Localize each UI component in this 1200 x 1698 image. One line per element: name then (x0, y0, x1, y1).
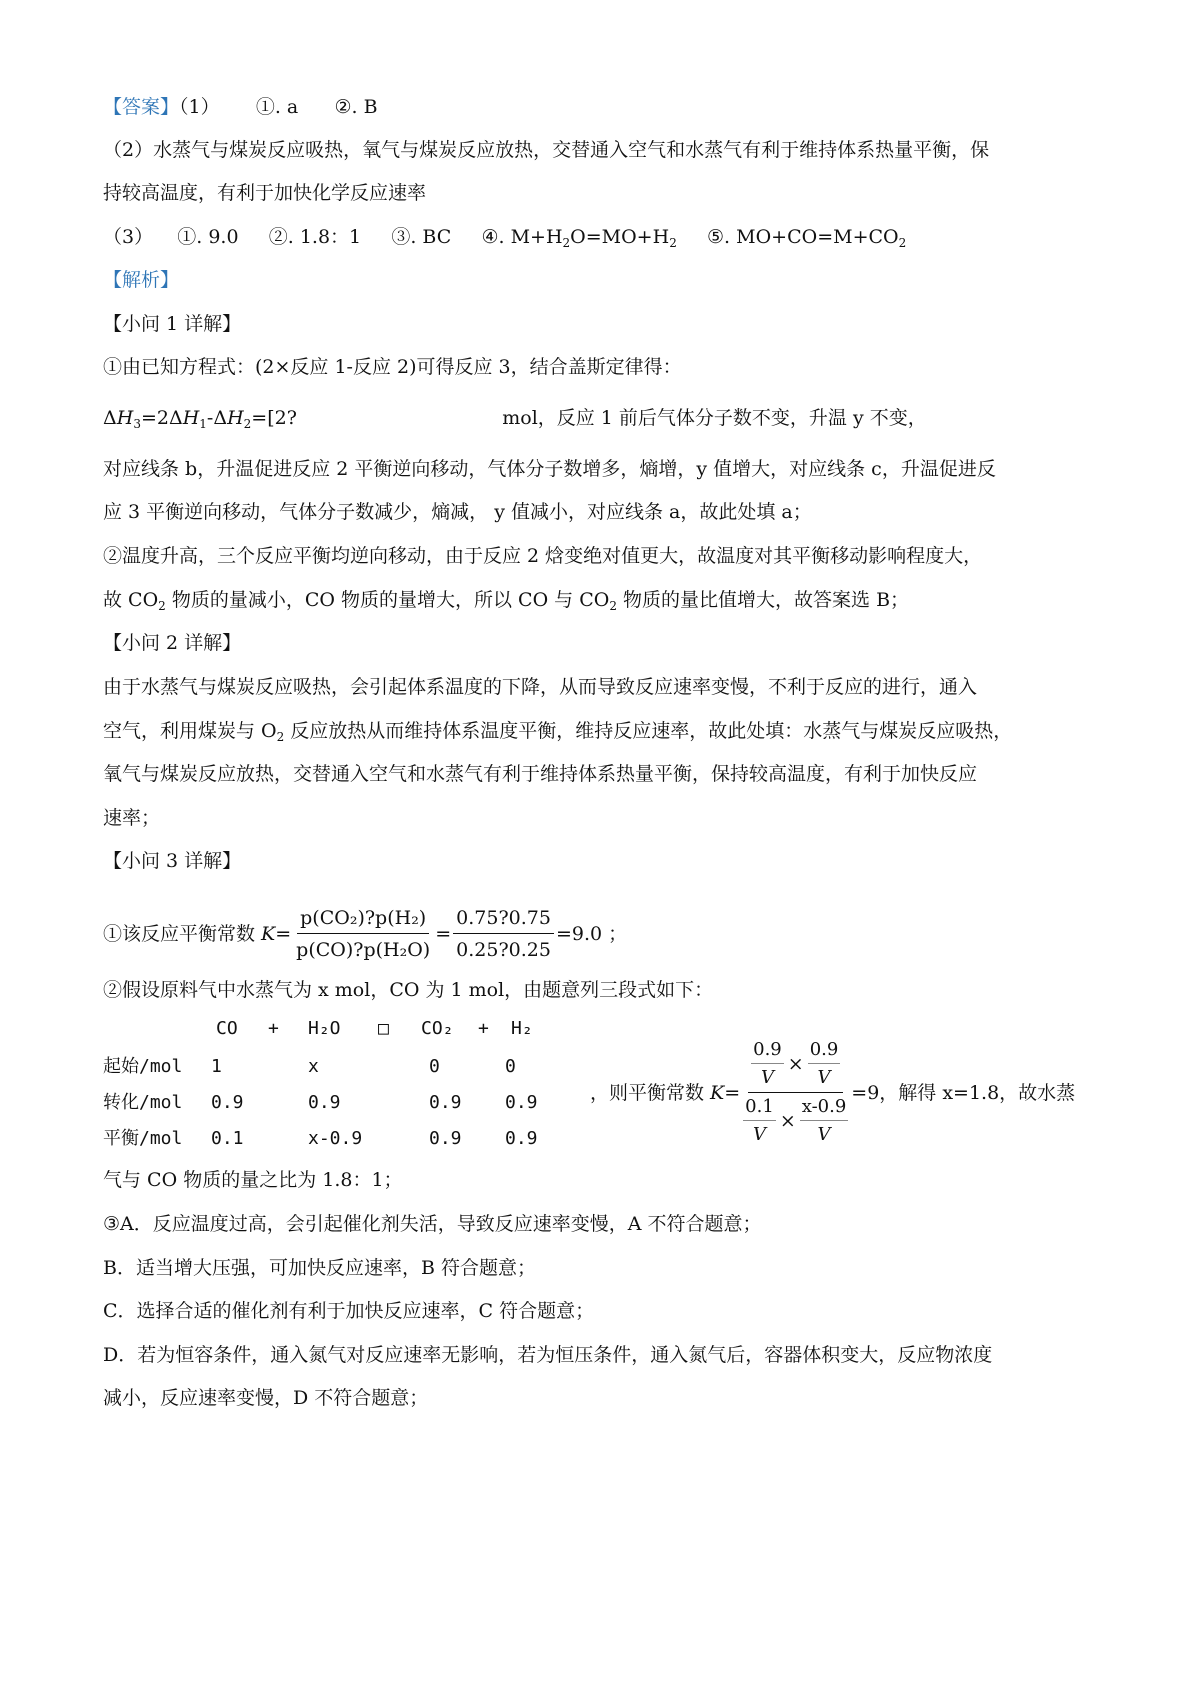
text-segment: 应 3 平衡逆向移动，气体分子数减少，熵减， y 值减小，对应线条 a，故此处填 a； (103, 501, 812, 523)
times: × (787, 1053, 804, 1075)
text-segment: =[2? mol，反应 1 前后气体分子数不变，升温 y 不变， (251, 407, 927, 429)
text-line (103, 1299, 594, 1323)
fraction-pressure (293, 906, 433, 962)
text-line (103, 138, 989, 162)
text-line (103, 268, 179, 292)
text-line (103, 1168, 403, 1192)
k-symbol: K (710, 1081, 725, 1104)
text-line (103, 544, 982, 568)
table-cell: 0 (429, 1056, 440, 1077)
section-heading: 【答案】 (103, 96, 180, 118)
text-segment: 2 (276, 730, 285, 744)
text-segment: 故 CO (103, 589, 159, 611)
text-segment: 2 (243, 417, 252, 431)
text-segment: 由于水蒸气与煤炭反应吸热，会引起体系温度的下降，从而导致反应速率变慢，不利于反应的进行，通入 (103, 676, 978, 698)
denominator: 0.25?0.25 (456, 939, 551, 961)
table-cell: 0.9 (429, 1092, 462, 1113)
value: 0.9 (751, 1039, 784, 1064)
denominator (740, 1093, 851, 1149)
text-segment: H (116, 407, 134, 429)
text-line (103, 631, 241, 655)
result: =9.0 ； (555, 923, 628, 945)
numerator: p(CO₂)?p(H₂) (297, 906, 429, 934)
table-cell: 0.9 (211, 1092, 244, 1113)
table-cell: 0.9 (429, 1128, 462, 1149)
text-segment: 气与 CO 物质的量之比为 1.8：1； (103, 1169, 403, 1191)
text-line (103, 1343, 992, 1367)
text-line (103, 675, 977, 699)
text-segment: C．选择合适的催化剂有利于加快反应速率，C 符合题意； (103, 1300, 595, 1322)
table-cell: 0.9 (505, 1128, 538, 1149)
text-segment: 物质的量比值增大，故答案选 B； (616, 589, 910, 611)
text: ，则平衡常数 (590, 1081, 711, 1104)
table-cell: 1 (211, 1056, 222, 1077)
text-line (103, 355, 682, 379)
text-segment: 1 (199, 417, 207, 431)
volume: V (817, 1124, 831, 1145)
text-segment: 2 (669, 236, 677, 250)
table-cell: x-0.9 (308, 1128, 363, 1149)
k-calculation (590, 1036, 1075, 1149)
text-line (103, 95, 378, 119)
k-symbol: K (261, 923, 276, 945)
text-line (103, 406, 927, 430)
text-segment: 【小问 2 详解】 (103, 632, 242, 654)
text-segment: Δ (103, 407, 117, 429)
text-segment: 【小问 1 详解】 (103, 313, 242, 335)
text-segment: ②假设原料气中水蒸气为 x mol，CO 为 1 mol，由题意列三段式如下： (103, 979, 714, 1001)
header-cell: H₂ (511, 1018, 533, 1039)
text-line (103, 312, 241, 336)
text-segment: 速率； (103, 807, 161, 829)
row-label: 转化/mol (103, 1092, 183, 1113)
text-segment: （1） ①. a ②. B (179, 96, 378, 118)
text-segment: 减小，反应速率变慢，D 不符合题意； (103, 1387, 429, 1409)
text-segment: =2Δ (140, 407, 183, 429)
row-label: 平衡/mol (103, 1128, 183, 1149)
equals: = (724, 1081, 741, 1104)
text-segment: 物质的量减小，CO 物质的量增大，所以 CO 与 CO (165, 589, 610, 611)
numerator: 0.75?0.75 (453, 906, 554, 934)
text-segment: D．若为恒容条件，通入氮气对反应速率无影响，若为恒压条件，通入氮气后，容器体积变大，反应物浓度 (103, 1344, 993, 1366)
text-segment: 氧气与煤炭反应放热，交替通入空气和水蒸气有利于维持体系热量平衡，保持较高温度，有利于加快反应 (103, 763, 978, 785)
header-cell: + (268, 1018, 279, 1039)
text-segment: O=MO+H (570, 226, 670, 248)
volume: V (817, 1067, 831, 1088)
text-segment: ②温度升高，三个反应平衡均逆向移动，由于反应 2 焓变绝对值更大，故温度对其平衡移动影响程度大， (103, 545, 983, 567)
text-segment: 持较高温度，有利于加快化学反应速率 (103, 182, 427, 204)
text-segment: 2 (158, 599, 166, 613)
text-line (103, 806, 160, 830)
text-segment: B．适当增大压强，可加快反应速率，B 符合题意； (103, 1257, 536, 1279)
text-line (103, 500, 812, 524)
table-cell: 0.1 (211, 1128, 244, 1149)
fraction-values (453, 906, 554, 962)
text: ①该反应平衡常数 (103, 923, 262, 945)
text-line (103, 181, 426, 205)
header-cell: + (478, 1018, 489, 1039)
text-line (103, 225, 906, 249)
header-cell: CO₂ (421, 1018, 454, 1039)
text-segment: 【小问 3 详解】 (103, 850, 242, 872)
fraction (808, 1039, 841, 1089)
table-cell: 0.9 (505, 1092, 538, 1113)
text-segment: 2 (609, 599, 617, 613)
denominator: p(CO)?p(H₂O) (296, 939, 431, 961)
times: × (779, 1110, 796, 1132)
text-segment: 2 (898, 236, 907, 250)
fraction (743, 1096, 776, 1146)
header-cell: CO (216, 1018, 238, 1039)
fraction (751, 1039, 784, 1089)
text-segment: ⑤. MO+CO=M+CO (676, 226, 899, 248)
numerator (748, 1036, 843, 1093)
equals: = (275, 923, 292, 945)
volume: V (760, 1067, 774, 1088)
text-segment: H (227, 407, 244, 429)
value: 0.9 (808, 1039, 841, 1064)
equals: = (435, 923, 452, 945)
volume: V (752, 1124, 766, 1145)
text-segment: 3 (133, 417, 141, 431)
text-segment: ③A．反应温度过高，会引起催化剂失活，导致反应速率变慢，A 不符合题意； (103, 1213, 762, 1235)
text-segment: ①由已知方程式：(2×反应 1-反应 2)可得反应 3，结合盖斯定律得： (103, 356, 682, 378)
fraction (800, 1096, 849, 1146)
row-label: 起始/mol (103, 1056, 183, 1077)
text-line (103, 762, 977, 786)
value: 0.1 (743, 1096, 776, 1121)
text-line (103, 1386, 428, 1410)
text-segment: H (182, 407, 200, 429)
table-cell: 0.9 (308, 1092, 341, 1113)
text-segment: （2）水蒸气与煤炭反应吸热，氧气与煤炭反应放热，交替通入空气和水蒸气有利于维持体系热量平衡，保 (103, 139, 990, 161)
header-cell: □ (378, 1018, 389, 1039)
text-line (103, 719, 1012, 743)
text-segment: （3） ①. 9.0 ②. 1.8：1 ③. BC ④. M+H (103, 226, 563, 248)
text-segment: -Δ (206, 407, 228, 429)
text-segment: 对应线条 b，升温促进反应 2 平衡逆向移动，气体分子数增多，熵增，y 值增大，对应线条 c，升温促进反 (103, 458, 996, 480)
section-heading: 【解析】 (103, 269, 180, 291)
header-cell: H₂O (308, 1018, 341, 1039)
text-segment: 2 (562, 236, 571, 250)
value: x-0.9 (800, 1096, 849, 1121)
text-line (103, 457, 996, 481)
text-line (103, 1212, 762, 1236)
equilibrium-constant-formula (103, 906, 627, 962)
text-segment: 空气，利用煤炭与 O (103, 720, 277, 742)
text-segment: 反应放热从而维持体系温度平衡，维持反应速率，故此处填：水蒸气与煤炭反应吸热， (284, 720, 1013, 742)
text: =9，解得 x=1.8，故水蒸 (851, 1081, 1076, 1104)
text-line (103, 849, 241, 873)
compound-fraction (740, 1036, 851, 1149)
table-cell: x (308, 1056, 319, 1077)
text-line (103, 588, 909, 612)
table-cell: 0 (505, 1056, 516, 1077)
text-line (103, 1256, 536, 1280)
text-line (103, 978, 713, 1002)
